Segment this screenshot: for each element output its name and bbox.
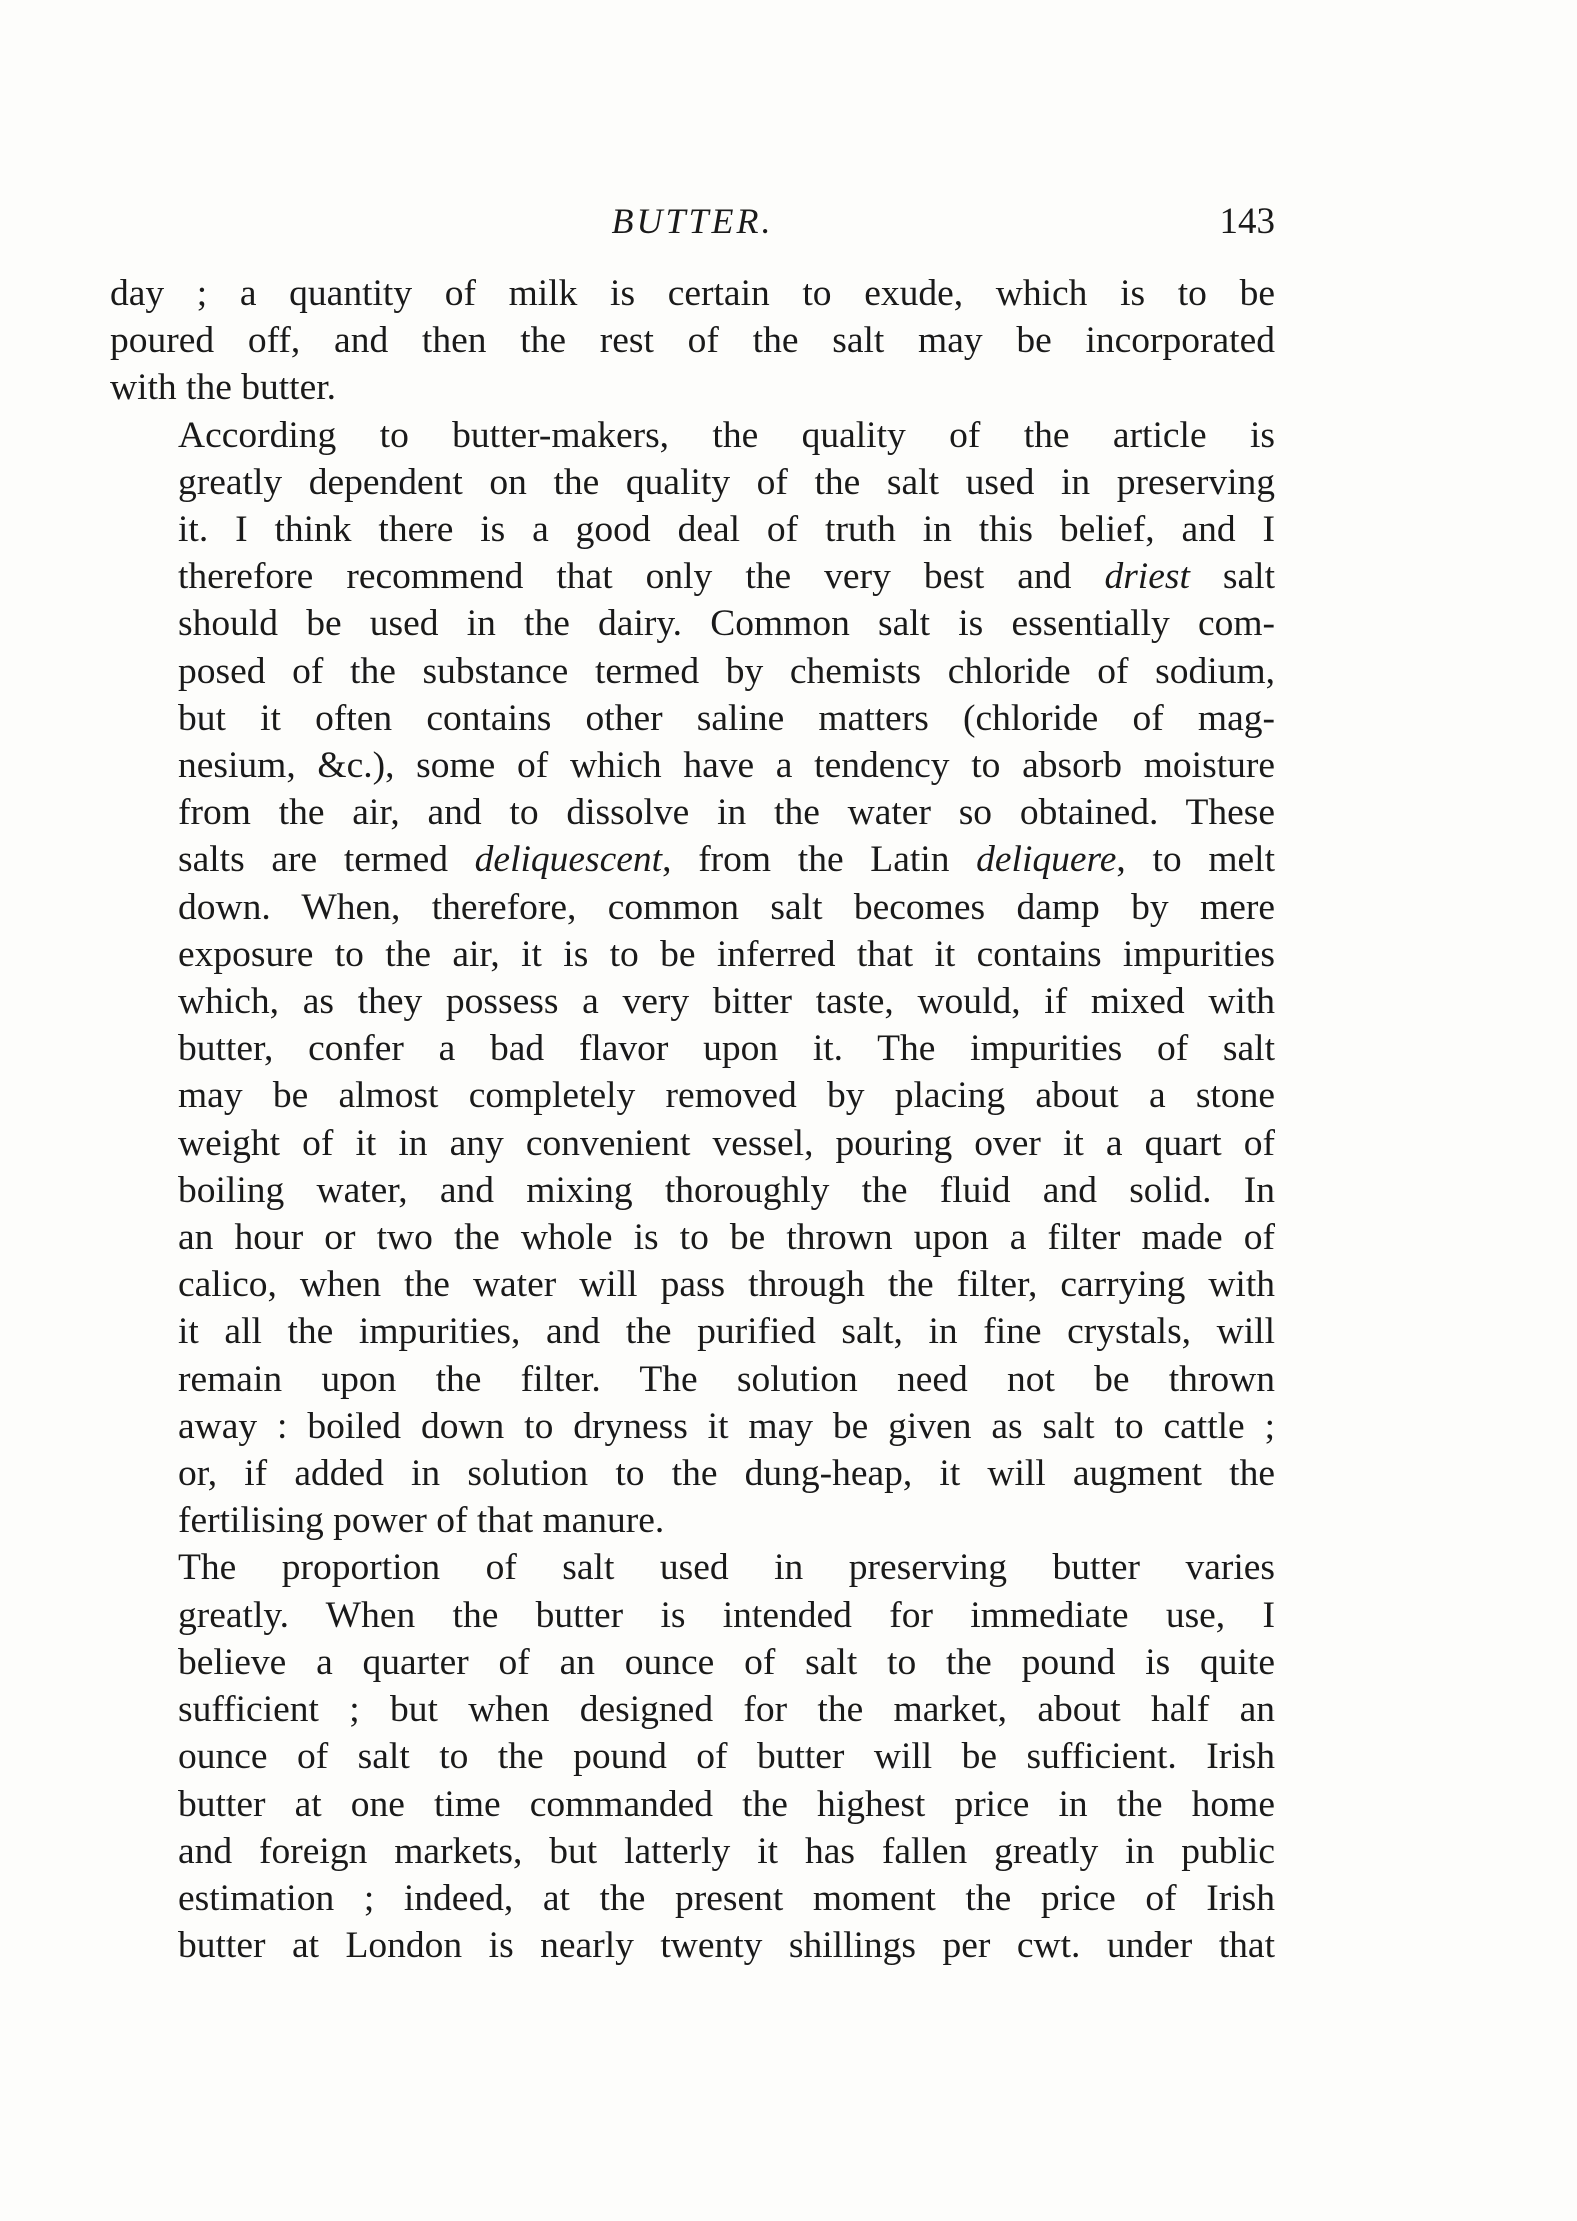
text-line: therefore recommend that only the very best and driest salt xyxy=(178,556,1275,598)
text-line: with the butter. xyxy=(110,367,337,409)
page-number: 143 xyxy=(1219,201,1275,242)
running-title: BUTTER. xyxy=(611,201,774,241)
italic-term: deliquescent xyxy=(474,839,663,881)
text-line: fertilising power of that manure. xyxy=(178,1500,665,1542)
text-line: from the air, and to dissolve in the water so obtained. These xyxy=(178,792,1275,834)
text-line: nesium, &c.), some of which have a tendency to absorb moisture xyxy=(178,745,1275,787)
text-line: greatly dependent on the quality of the salt used in preserving xyxy=(178,461,1275,503)
paragraph xyxy=(110,270,1275,412)
running-head xyxy=(110,200,1275,270)
text-line: an hour or two the whole is to be thrown upon a filter made of xyxy=(178,1217,1275,1259)
text-line: believe a quarter of an ounce of salt to the pound is quite xyxy=(178,1641,1275,1683)
text-line: down. When, therefore, common salt becomes damp by mere xyxy=(178,886,1275,928)
text-line: butter, confer a bad flavor upon it. The impurities of salt xyxy=(178,1028,1275,1070)
text-line: may be almost completely removed by placing about a stone xyxy=(178,1075,1275,1117)
text-line: away : boiled down to dryness it may be given as salt to cattle ; xyxy=(178,1405,1275,1447)
text-line: it. I think there is a good deal of truth in this belief, and I xyxy=(178,509,1275,551)
paragraph xyxy=(110,1544,1275,1969)
text-line: day ; a quantity of milk is certain to exude, which is to be xyxy=(110,273,1275,314)
text-line: sufficient ; but when designed for the market, about half an xyxy=(178,1689,1275,1731)
text-line: According to butter-makers, the quality of the article is xyxy=(178,414,1275,456)
text-line: estimation ; indeed, at the present moment the price of Irish xyxy=(178,1877,1275,1919)
book-page xyxy=(110,200,1275,1969)
body-text xyxy=(110,270,1275,1969)
text-line: exposure to the air, it is to be inferred that it contains impurities xyxy=(178,933,1275,975)
text-line: butter at one time commanded the highest price in the home xyxy=(178,1783,1275,1825)
text-line: posed of the substance termed by chemists chloride of sodium, xyxy=(178,650,1275,692)
text-line: or, if added in solution to the dung-heap, it will augment the xyxy=(178,1453,1275,1495)
text-line: greatly. When the butter is intended for immediate use, I xyxy=(178,1594,1275,1636)
italic-term: deliquere xyxy=(976,839,1117,881)
text-line: and foreign markets, but latterly it has fallen greatly in public xyxy=(178,1830,1275,1872)
text-line: poured off, and then the rest of the salt may be incorporated xyxy=(110,320,1275,362)
text-line: remain upon the filter. The solution need not be thrown xyxy=(178,1358,1275,1400)
text-line: ounce of salt to the pound of butter will be sufficient. Irish xyxy=(178,1736,1275,1778)
text-line: which, as they possess a very bitter taste, would, if mixed with xyxy=(178,981,1275,1023)
text-line: should be used in the dairy. Common salt is essentially com- xyxy=(178,603,1275,645)
text-line: calico, when the water will pass through the filter, carrying with xyxy=(178,1264,1275,1306)
text-line: it all the impurities, and the purified salt, in fine crystals, will xyxy=(178,1311,1275,1353)
text-line: but it often contains other saline matters (chloride of mag- xyxy=(178,697,1275,739)
text-line: boiling water, and mixing thoroughly the fluid and solid. In xyxy=(178,1169,1275,1211)
text-line: The proportion of salt used in preserving butter varies xyxy=(178,1547,1275,1589)
text-line: butter at London is nearly twenty shillings per cwt. under that xyxy=(178,1925,1275,1967)
text-line: weight of it in any convenient vessel, pouring over it a quart of xyxy=(178,1122,1275,1164)
text-line: salts are termed deliquescent, from the Latin deliquere, to melt xyxy=(178,839,1275,881)
paragraph xyxy=(110,412,1275,1545)
italic-term: driest xyxy=(1104,556,1190,598)
